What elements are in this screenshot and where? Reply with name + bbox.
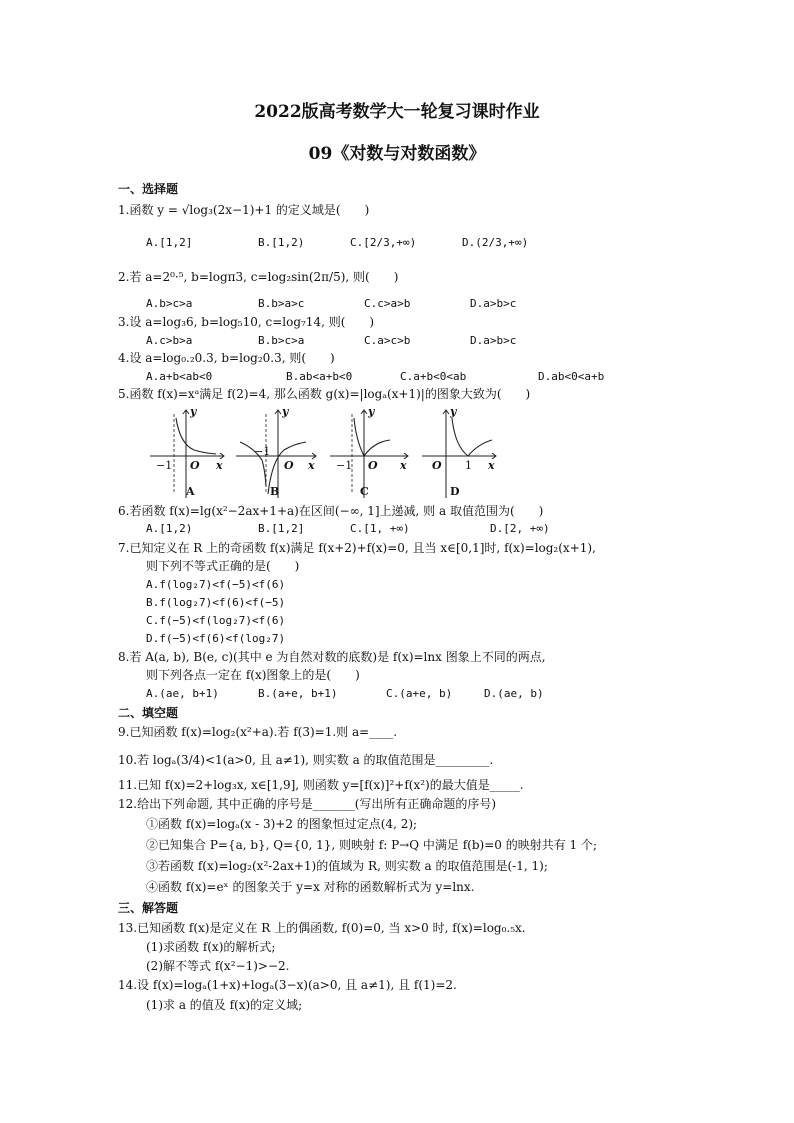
question-1: 1.函数 y = √log₃(2x−1)+1 的定义域是( ) [118, 203, 370, 217]
question-12: 12.给出下列命题, 其中正确的序号是_______(写出所有正确命题的序号) [118, 797, 497, 811]
q5-c-tick: −1 [336, 459, 353, 472]
q6-option-c: C.[1, +∞) [350, 522, 410, 535]
q5-d-label: D [450, 485, 460, 498]
q8-option-c: C.(a+e, b) [386, 687, 453, 700]
q1-option-c: C.[2/3,+∞) [350, 236, 417, 249]
q1-option-a: A.[1,2] [146, 236, 193, 249]
q6-option-a: A.[1,2) [146, 522, 193, 535]
question-5: 5.函数 f(x)=xᵃ满足 f(2)=4, 那么函数 g(x)=|logₐ(x+1)|的图象大致为( ) [118, 387, 531, 401]
q5-c-axis-y: y [368, 405, 375, 418]
q5-c-origin: O [368, 459, 378, 472]
q12-item-2: ②已知集合 P={a, b}, Q={0, 1}, 则映射 f: P→Q 中满足 f(b)=0 的映射共有 1 个; [146, 838, 598, 852]
section-heading-fill: 二、填空题 [118, 706, 179, 720]
q2-option-b: B.b>a>c [258, 297, 305, 310]
q12-item-4: ④函数 f(x)=eˣ 的图象关于 y=x 对称的函数解析式为 y=lnx. [146, 880, 475, 894]
q13-part-1: (1)求函数 f(x)的解析式; [146, 940, 276, 954]
q3-option-d: D.a>b>c [470, 334, 517, 347]
q7-option-b: B.f(log₂7)<f(6)<f(−5) [146, 596, 286, 609]
q13-part-2: (2)解不等式 f(x²−1)>−2. [146, 959, 290, 973]
q3-option-b: B.b>c>a [258, 334, 305, 347]
q7-option-a: A.f(log₂7)<f(−5)<f(6) [146, 578, 286, 591]
question-11: 11.已知 f(x)=2+log₃x, x∈[1,9], 则函数 y=[f(x)]²+f(x²)的最大值是_____. [118, 778, 524, 792]
q5-d-origin: O [432, 459, 442, 472]
question-6: 6.若函数 f(x)=lg(x²−2ax+1+a)在区间(−∞, 1]上递减, 则 a 取值范围为( ) [118, 504, 544, 518]
q5-a-axis-x: x [216, 459, 223, 472]
q12-item-3: ③若函数 f(x)=log₂(x²-2ax+1)的值域为 R, 则实数 a 的取值范围是(-1, 1); [146, 859, 548, 873]
q5-b-tick: −1 [254, 445, 271, 458]
q6-option-d: D.[2, +∞) [490, 522, 550, 535]
q1-option-b: B.[1,2) [258, 236, 305, 249]
question-3: 3.设 a=log₃6, b=log₅10, c=log₇14, 则( ) [118, 315, 375, 329]
q2-option-d: D.a>b>c [470, 297, 517, 310]
question-2: 2.若 a=2⁰·⁵, b=logπ3, c=log₂sin(2π/5), 则( ) [118, 270, 399, 284]
q3-option-c: C.a>c>b [364, 334, 411, 347]
q5-b-label: B [270, 485, 280, 498]
q8-option-b: B.(a+e, b+1) [258, 687, 338, 700]
q5-a-label: A [186, 485, 195, 498]
question-13: 13.已知函数 f(x)是定义在 R 上的偶函数, f(0)=0, 当 x>0 时, f(x)=log₀.₅x. [118, 921, 526, 935]
q4-option-a: A.a+b<ab<0 [146, 370, 213, 383]
q4-option-c: C.a+b<0<ab [400, 370, 467, 383]
q1-option-d: D.(2/3,+∞) [462, 236, 529, 249]
q6-option-b: B.[1,2] [258, 522, 305, 535]
question-9: 9.已知函数 f(x)=log₂(x²+a).若 f(3)=1.则 a=____. [118, 725, 398, 739]
page-title: 2022版高考数学大一轮复习课时作业 [254, 102, 540, 122]
q7-option-d: D.f(−5)<f(6)<f(log₂7) [146, 632, 286, 645]
q5-c-label: C [360, 485, 369, 498]
question-7: 7.已知定义在 R 上的奇函数 f(x)满足 f(x+2)+f(x)=0, 且当 x∈[0,1]时, f(x)=log₂(x+1), [118, 541, 596, 555]
q5-b-origin: O [284, 459, 294, 472]
section-heading-solve: 三、解答题 [118, 901, 179, 915]
q5-a-tick: −1 [156, 459, 173, 472]
question-7-cont: 则下列不等式正确的是( ) [146, 559, 300, 573]
page-subtitle: 09《对数与对数函数》 [308, 144, 486, 164]
q5-graph-a [146, 404, 226, 500]
question-8-cont: 则下列各点一定在 f(x)图象上的是( ) [146, 668, 360, 682]
q5-graph-c [326, 404, 412, 500]
q5-graph-b [232, 404, 320, 500]
q2-option-a: A.b>c>a [146, 297, 193, 310]
q8-option-d: D.(ae, b) [484, 687, 544, 700]
question-14: 14.设 f(x)=logₐ(1+x)+logₐ(3−x)(a>0, 且 a≠1), 且 f(1)=2. [118, 978, 457, 992]
q12-item-1: ①函数 f(x)=logₐ(x - 3)+2 的图象恒过定点(4, 2); [146, 817, 418, 831]
section-heading-choice: 一、选择题 [118, 182, 179, 196]
q5-d-axis-y: y [450, 405, 457, 418]
q5-a-axis-y: y [190, 405, 197, 418]
q5-d-axis-x: x [488, 459, 495, 472]
q4-option-b: B.ab<a+b<0 [286, 370, 353, 383]
q5-c-axis-x: x [400, 459, 407, 472]
q5-graph-d [418, 404, 500, 500]
q2-option-c: C.c>a>b [364, 297, 411, 310]
q3-option-a: A.c>b>a [146, 334, 193, 347]
q4-option-d: D.ab<0<a+b [538, 370, 605, 383]
q8-option-a: A.(ae, b+1) [146, 687, 219, 700]
q7-option-c: C.f(−5)<f(log₂7)<f(6) [146, 614, 286, 627]
q5-d-tick: 1 [465, 459, 472, 472]
q5-b-axis-x: x [308, 459, 315, 472]
question-8: 8.若 A(a, b), B(e, c)(其中 e 为自然对数的底数)是 f(x)=lnx 图象上不同的两点, [118, 650, 546, 664]
q14-part-1: (1)求 a 的值及 f(x)的定义域; [146, 998, 303, 1012]
question-10: 10.若 logₐ(3/4)<1(a>0, 且 a≠1), 则实数 a 的取值范围是_________. [118, 753, 494, 767]
question-4: 4.设 a=log₀.₂0.3, b=log₂0.3, 则( ) [118, 351, 335, 365]
q5-b-axis-y: y [282, 405, 289, 418]
q5-a-origin: O [190, 459, 200, 472]
